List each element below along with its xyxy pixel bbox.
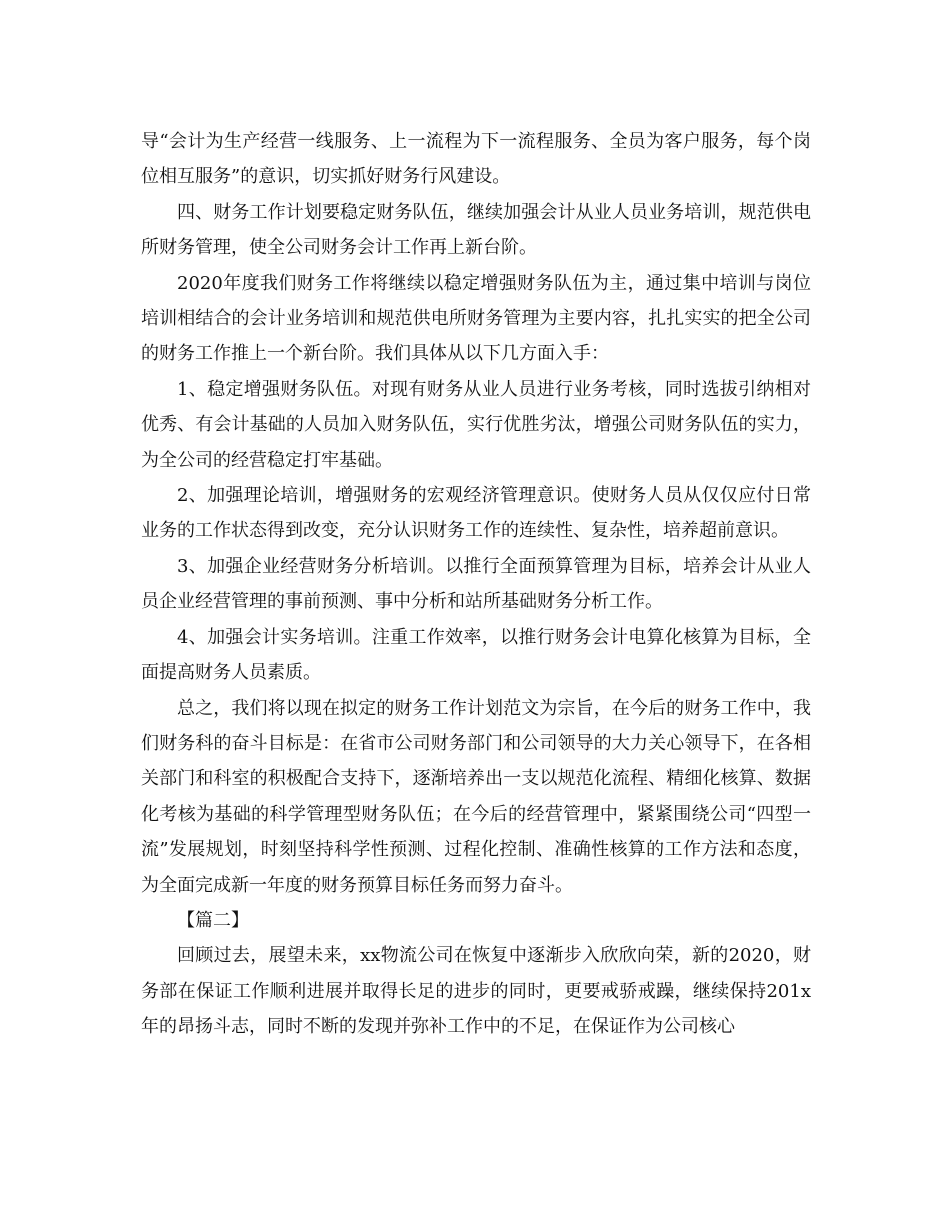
paragraph-5: 2、加强理论培训，增强财务的宏观经济管理意识。使财务人员从仅仅应付日常业务的工作状态得到改变，充分认识财务工作的连续性、复杂性，培养超前意识。 [141, 485, 811, 542]
section-heading: 【篇二】 [177, 909, 249, 931]
paragraph-1: 导“会计为生产经营一线服务、上一流程为下一流程服务、全员为客户服务，每个岗位相互服务”的意识，切实抓好财务行风建设。 [141, 131, 811, 188]
paragraph-2: 四、财务工作计划要稳定财务队伍，继续加强会计从业人员业务培训，规范供电所财务管理，使全公司财务会计工作再上新台阶。 [141, 201, 811, 259]
paragraph-3: 2020年度我们财务工作将继续以稳定增强财务队伍为主，通过集中培训与岗位培训相结合的会计业务培训和规范供电所财务管理为主要内容，扎扎实实的把全公司的财务工作推上一个新台阶。我们具体从以下几方面入手： [141, 272, 811, 365]
paragraph-4: 1、稳定增强财务队伍。对现有财务从业人员进行业务考核，同时选拔引纳相对优秀、有会计基础的人员加入财务队伍，实行优胜劣汰，增强公司财务队伍的实力，为全公司的经营稳定打牢基础。 [141, 378, 811, 471]
paragraph-6: 3、加强企业经营财务分析培训。以推行全面预算管理为目标，培养会计从业人员企业经营管理的事前预测、事中分析和站所基础财务分析工作。 [141, 555, 811, 613]
paragraph-8: 总之，我们将以现在拟定的财务工作计划范文为宗旨，在今后的财务工作中，我们财务科的奋斗目标是：在省市公司财务部门和公司领导的大力关心领导下，在各相关部门和科室的积极配合支持下，逐渐培养出一支以规范化流程、精细化核算、数据化考核为基础的科学管理型财务队伍；在今后的经营管理中，紧紧围绕公司“四型一流”发展规划，时刻坚持科学性预测、过程化控制、准确性核算的工作方法和态度，为全面完成新一年度的财务预算目标任务而努力奋斗。 [141, 697, 811, 896]
document-body [141, 124, 811, 1045]
paragraph-9: 回顾过去，展望未来，xx物流公司在恢复中逐渐步入欣欣向荣，新的2020，财务部在保证工作顺利进展并取得长足的进步的同时，更要戒骄戒躁，继续保持201x年的昂扬斗志，同时不断的发现并弥补工作中的不足，在保证作为公司核心 [141, 945, 811, 1038]
paragraph-7: 4、加强会计实务培训。注重工作效率，以推行财务会计电算化核算为目标，全面提高财务人员素质。 [141, 626, 811, 684]
